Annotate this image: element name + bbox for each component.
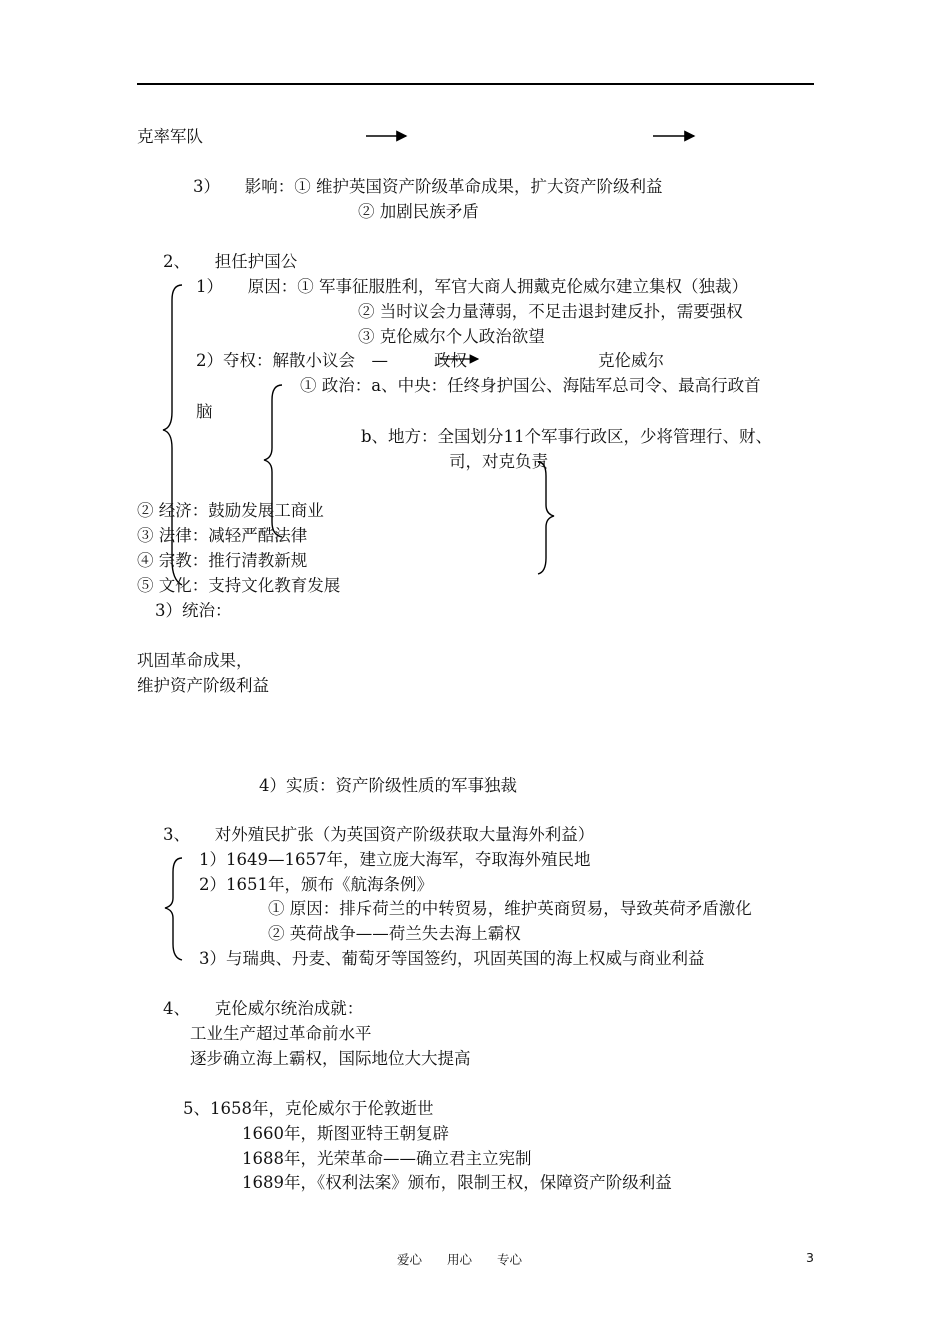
text-line: 工业生产超过革命前水平 [190, 1024, 372, 1043]
left-brace-colonial [165, 858, 182, 960]
section-heading: 5、1658年，克伦威尔于伦敦逝世 [183, 1099, 434, 1118]
text-line: 3）统治： [155, 601, 232, 620]
text-line: ② 当时议会力量薄弱，不足击退封建反扑，需要强权 [358, 302, 743, 321]
text-line: 2）夺权：解散小议会 — [196, 351, 388, 370]
text-line: 政权 [434, 351, 467, 370]
text-line: 克伦威尔 [598, 351, 664, 370]
text-line: 脑 [196, 402, 213, 421]
text-line: 1689年，《权利法案》颁布，限制王权，保障资产阶级利益 [242, 1173, 672, 1192]
text-line: 4）实质：资产阶级性质的军事独裁 [259, 776, 517, 795]
text-line: ② 加剧民族矛盾 [358, 202, 479, 221]
right-brace [538, 462, 554, 574]
text-line: 3）与瑞典、丹麦、葡萄牙等国签约，巩固英国的海上权威与商业利益 [199, 949, 705, 968]
page-number: 3 [806, 1250, 814, 1265]
text-line: ① 政治：a、中央：任终身护国公、海陆军总司令、最高行政首 [300, 376, 761, 395]
text-line: b、地方：全国划分11个军事行政区，少将管理行、财、 [361, 427, 773, 446]
text-line: ③ 克伦威尔个人政治欲望 [358, 327, 545, 346]
text-line: ② 经济：鼓励发展工商业 [137, 501, 324, 520]
section-heading: 2、 担任护国公 [163, 252, 298, 271]
text-line: 1）1649—1657年，建立庞大海军，夺取海外殖民地 [199, 850, 591, 869]
text-line: 维护资产阶级利益 [137, 676, 269, 695]
text-line: 3） 影响：① 维护英国资产阶级革命成果，扩大资产阶级利益 [193, 177, 663, 196]
text-line: ⑤ 文化：支持文化教育发展 [137, 576, 341, 595]
text-line: 巩固革命成果， [137, 651, 253, 670]
text-line: 1） 原因：① 军事征服胜利，军官大商人拥戴克伦威尔建立集权（独裁） [196, 277, 748, 296]
text-line: 1688年，光荣革命——确立君主立宪制 [242, 1149, 532, 1168]
section-heading: 3、 对外殖民扩张（为英国资产阶级获取大量海外利益） [163, 825, 595, 844]
text-line: 司，对克负责 [449, 452, 548, 471]
text-line: ④ 宗教：推行清教新规 [137, 551, 308, 570]
text-line: 1660年，斯图亚特王朝复辟 [242, 1124, 449, 1143]
text-line: ③ 法律：减轻严酷法律 [137, 526, 308, 545]
footer-motto: 爱心 用心 专心 [397, 1252, 523, 1267]
text-line: 逐步确立海上霸权，国际地位大大提高 [190, 1049, 471, 1068]
section-heading: 4、 克伦威尔统治成就： [163, 999, 364, 1018]
text-line: ① 原因：排斥荷兰的中转贸易，维护英商贸易，导致英荷矛盾激化 [268, 899, 752, 918]
text-line: ② 英荷战争——荷兰失去海上霸权 [268, 924, 521, 943]
text-line: 2）1651年，颁布《航海条例》 [199, 875, 433, 894]
text-line: 克率军队 [137, 127, 203, 146]
